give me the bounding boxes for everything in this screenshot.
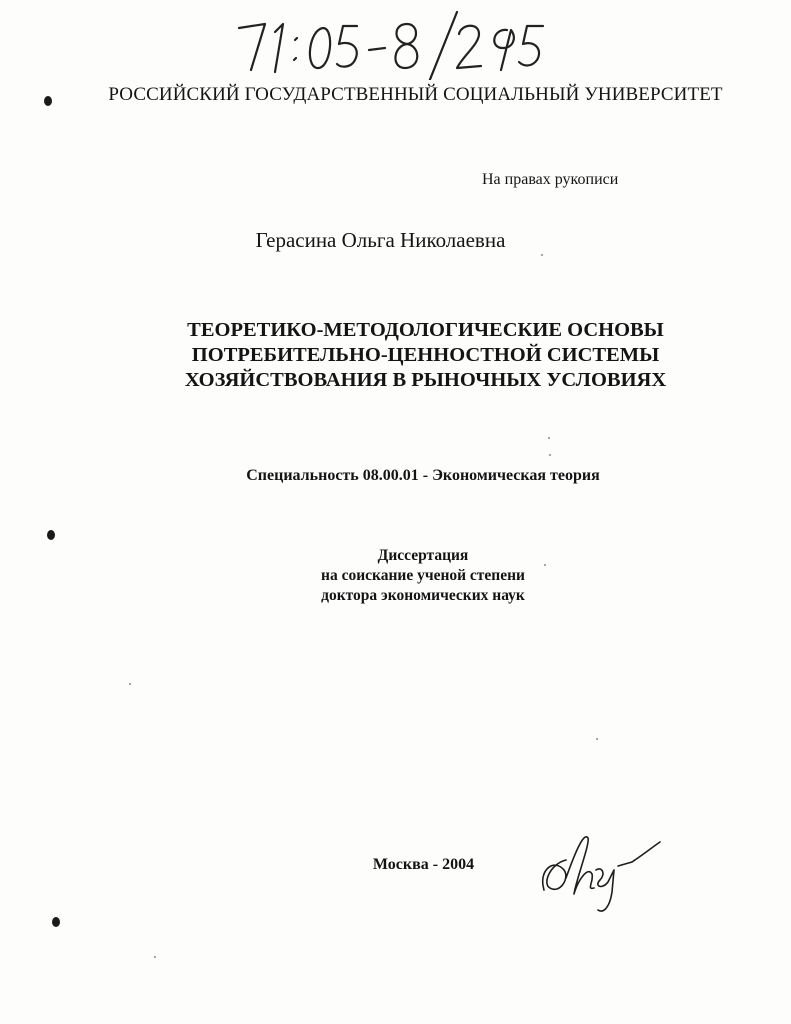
specialty: Специальность 08.00.01 - Экономическая теория (246, 467, 600, 484)
degree-line-2: на соискание ученой степени (321, 567, 525, 584)
scan-speck (544, 564, 546, 566)
degree-statement (0, 546, 791, 606)
dissertation-title (0, 318, 791, 393)
binding-hole (47, 530, 55, 540)
author-name: Герасина Ольга Николаевна (255, 228, 506, 252)
scan-speck (541, 254, 543, 256)
scan-speck (596, 738, 598, 740)
title-line-2: ПОТРЕБИТЕЛЬНО-ЦЕННОСТНОЙ СИСТЕМЫ (191, 344, 660, 366)
scan-speck (129, 683, 131, 685)
rights-notice: На правах рукописи (482, 171, 619, 188)
scan-speck (548, 437, 550, 439)
binding-hole (44, 96, 52, 106)
university-name: РОССИЙСКИЙ ГОСУДАРСТВЕННЫЙ СОЦИАЛЬНЫЙ УНИВЕРСИТЕТ (108, 84, 723, 105)
title-line-1: ТЕОРЕТИКО-МЕТОДОЛОГИЧЕСКИЕ ОСНОВЫ (187, 319, 664, 341)
handwritten-archive-code (225, 10, 545, 80)
handwritten-signature (536, 830, 666, 915)
scan-speck (549, 454, 551, 456)
scan-speck (154, 956, 156, 958)
binding-hole (52, 917, 60, 927)
degree-line-1: Диссертация (377, 547, 469, 564)
city-year: Москва - 2004 (372, 856, 475, 873)
title-line-3: ХОЗЯЙСТВОВАНИЯ В РЫНОЧНЫХ УСЛОВИЯХ (184, 369, 667, 391)
degree-line-3: доктора экономических наук (321, 587, 525, 604)
